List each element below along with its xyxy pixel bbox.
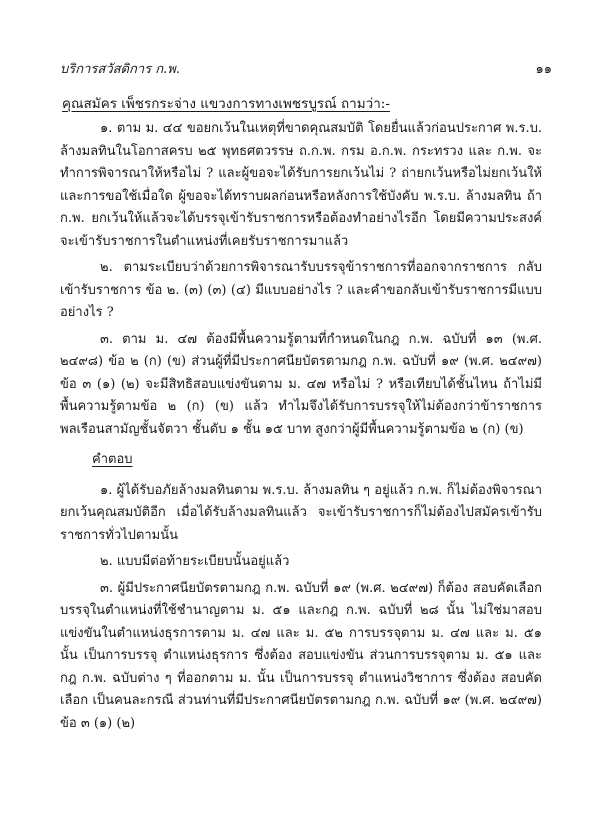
document-body [60, 118, 542, 739]
page-number: ๑๑ [535, 62, 552, 77]
answer-paragraph: ๓. ผู้มีประกาศนียบัตรตามกฎ ก.พ. ฉบับที่ ๑๙ (พ.ศ. ๒๔๙๗) ก็ต้อง สอบคัดเลือกบรรจุในตำแหน่งที่ใช้ชำนาญตาม ม. ๕๑ และกฎ ก.พ. ฉบับที่ ๒๘ นั้น ไม่ใช่มาสอบแข่งขันในตำแหน่งธุรการตาม ม. ๔๗ และ ม. ๕๒ การบรรจุตาม ม. ๔๗ และ ม. ๕๑ นั้น เป็นการบรรจุ ตำแหน่งธุรการ ซึ่งต้อง สอบแข่งขัน ส่วนการบรรจุตาม ม. ๕๑ และกฎ ก.พ. ฉบับต่าง ๆ ที่ออกตาม ม. นั้น เป็นการบรรจุ ตำแหน่งวิชาการ ซึ่งต้อง สอบคัดเลือก เป็นคนละกรณี ส่วนท่านที่มีประกาศนียบัตรตามกฎ ก.พ. ฉบับที่ ๑๙ (พ.ศ. ๒๔๙๗) ข้อ ๓ (๑) (๒) [60, 580, 542, 731]
question-paragraph: ๒. ตามระเบียบว่าด้วยการพิจารณารับบรรจุข้าราชการที่ออกจากราชการ กลับเข้ารับราชการ ข้อ ๒. (๓) (๓) (๔) มีแบบอย่างไร ? และคำขอกลับเข้ารับราชการมีแบบอย่างไร ? [60, 260, 542, 320]
question-paragraph: ๓. ตาม ม. ๔๗ ต้องมีพื้นความรู้ตามที่กำหนดในกฎ ก.พ. ฉบับที่ ๑๓ (พ.ศ. ๒๔๙๘) ข้อ ๒ (ก) (ข) ส่วนผู้ที่มีประกาศนียบัตรตามกฎ ก.พ. ฉบับที่ ๑๙ (พ.ศ. ๒๔๙๗) ข้อ ๓ (๑) (๒) จะมีสิทธิสอบแข่งขันตาม ม. ๔๗ หรือไม่ ? หรือเทียบได้ชั้นไหน ถ้าไม่มีพื้นความรู้ตามข้อ ๒ (ก) (ข) แล้ว ทำไมจึงได้รับการบรรจุให้ไม่ต้องกว่าข้าราชการพลเรือนสามัญชั้นจัตวา ชั้นดับ ๑ ชั้น ๑๕ บาท สูงกว่าผู้มีพื้นความรู้ตามข้อ ๒ (ก) (ข) [60, 331, 542, 437]
question-paragraph: ๑. ตาม ม. ๔๔ ขอยกเว้นในเหตุที่ขาดคุณสมบัติ โดยยื่นแล้วก่อนประกาศ พ.ร.บ. ล้างมลทินในโอกาสครบ ๒๕ พุทธศตวรรษ ถ.ก.พ. กรม อ.ก.พ. กระทรวง และ ก.พ. จะทำการพิจารณาให้หรือไม่ ? และผู้ขอจะได้รับการยกเว้นไม่ ? ถ่ายกเว้นหรือไม่ยกเว้นให้ และการขอใช้เมื่อใด ผู้ขอจะได้ทราบผลก่อนหรือหลังการใช้บังคับ พ.ร.บ. ล้างมลทิน ถ้า ก.พ. ยกเว้นให้แล้วจะได้บรรจุเข้ารับราชการหรือต้องทำอย่างไรอีก โดยมีความประสงค์จะเข้ารับราชการในตำแหน่งที่เคยรับราชการมาแล้ว [60, 121, 542, 249]
header-title: บริการสวัสดิการ ก.พ. [60, 62, 180, 77]
answer-paragraph: ๑. ผู้ได้รับอภัยล้างมลทินตาม พ.ร.บ. ล้างมลทิน ๆ อยู่แล้ว ก.พ. ก็ไม่ต้องพิจารณายกเว้นคุณสมบัติอีก เมื่อได้รับล้างมลทินแล้ว จะเข้ารับราชการก็ไม่ต้องไปสมัครเข้ารับราชการทั่วไปตามนั้น [60, 482, 542, 543]
answer-paragraph: ๒. แบบมีต่อท้ายระเบียบนั้นอยู่แล้ว [100, 554, 290, 569]
answer-heading: คำตอบ [92, 452, 133, 467]
subject-line: คุณสมัคร เพ็ชรกระจ่าง แขวงการทางเพชรบูรณ์ ถามว่า:- [62, 96, 390, 112]
running-header [60, 58, 552, 79]
